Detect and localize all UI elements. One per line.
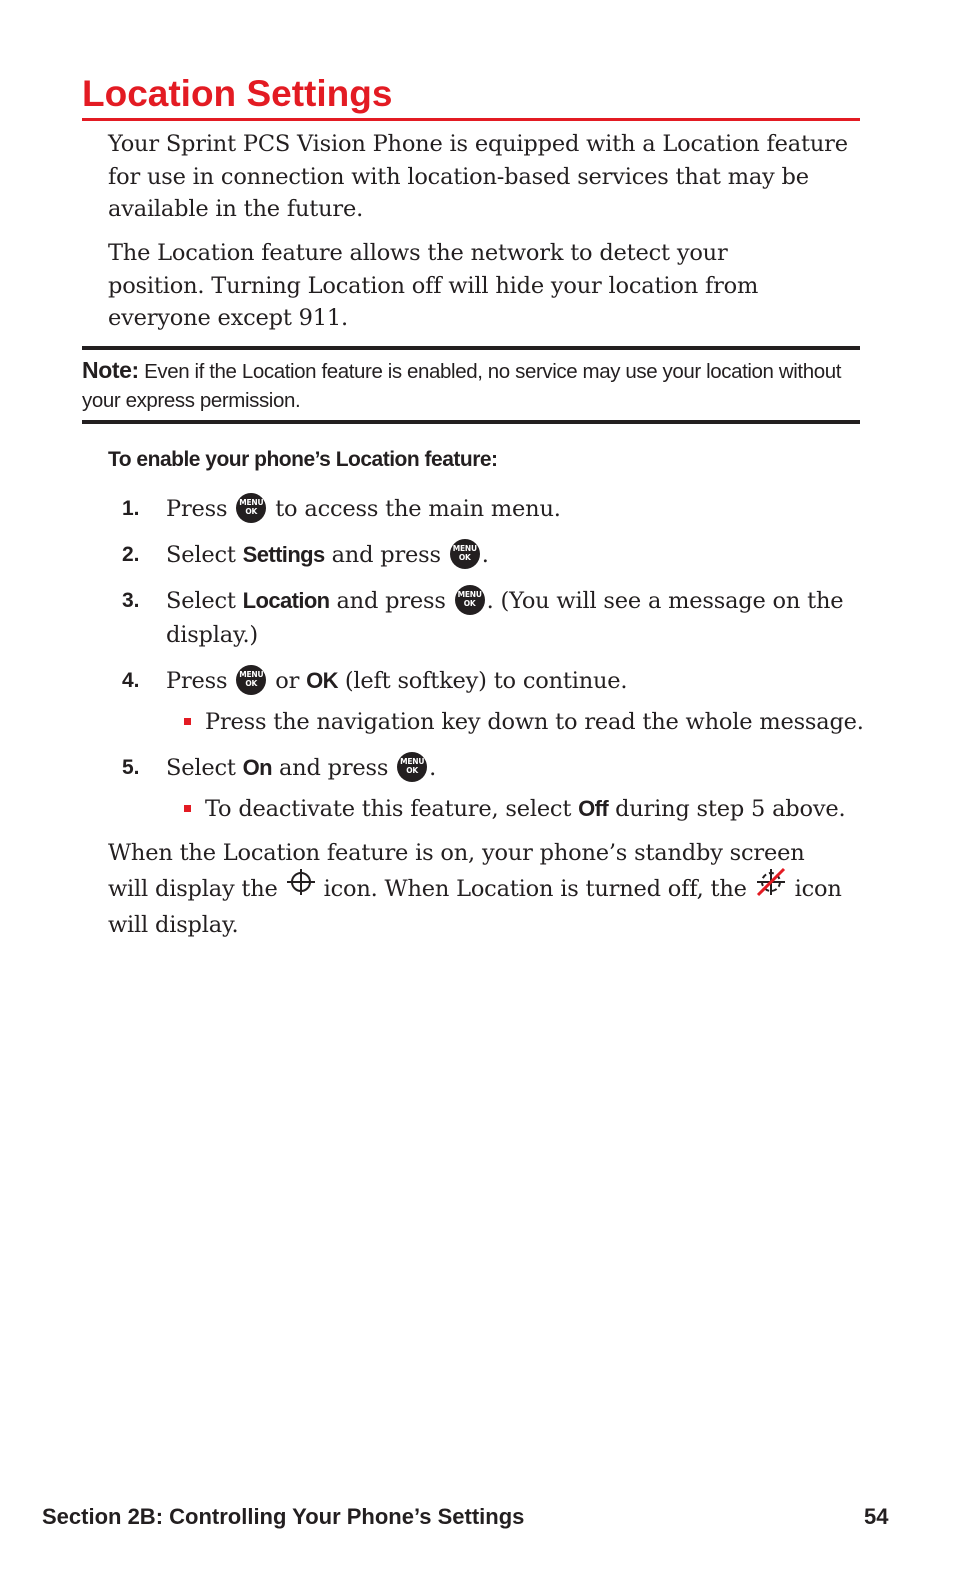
step-text: and press [278, 755, 389, 781]
step-text: Select [166, 542, 236, 568]
bullet-text: To deactivate this feature, select [205, 796, 572, 822]
page-title: Location Settings [82, 72, 860, 121]
step-number: 3. [122, 589, 140, 612]
bullet-item [184, 793, 864, 825]
closing-text: When the Location feature is on, your phone’s standby screen will display the [108, 840, 805, 902]
menu-ok-key-icon: MENU OK [236, 493, 266, 523]
menu-ok-key-icon: MENU OK [397, 752, 427, 782]
menu-option-on: On [242, 755, 272, 780]
menu-ok-key-icon: MENU OK [450, 539, 480, 569]
menu-ok-key-icon: MENU OK [236, 665, 266, 695]
step-text: Press [166, 668, 228, 694]
menu-option-off: Off [578, 796, 609, 821]
step-text: and press [331, 542, 441, 568]
bullet-text: during step 5 above. [615, 796, 846, 822]
menu-ok-key-icon: MENU OK [455, 585, 485, 615]
step-text: Select [166, 588, 236, 614]
step-text: . [429, 755, 437, 781]
bullet-marker [184, 805, 191, 812]
bullet-marker [184, 718, 191, 725]
intro-paragraph-1: Your Sprint PCS Vision Phone is equipped with a Location feature for use in connection with location-based services that may be available in the future. [108, 131, 848, 222]
step-number: 1. [122, 497, 140, 520]
intro-paragraph-2: The Location feature allows the network to detect your position. Turning Location off will hide your location from everyone except 911. [108, 240, 759, 331]
step-text: . [481, 542, 489, 568]
footer-section-title: Section 2B: Controlling Your Phone’s Settings [42, 1504, 525, 1529]
location-off-icon [754, 867, 788, 907]
step-text: to access the main menu. [275, 496, 561, 522]
menu-option-location: Location [242, 588, 330, 613]
step-number: 2. [122, 543, 140, 566]
note-label: Note: [82, 357, 139, 383]
location-on-icon [285, 868, 317, 906]
procedure-heading: To enable your phone’s Location feature: [108, 448, 498, 471]
bullet-item [184, 706, 864, 738]
closing-text: icon. When Location is turned off, the [323, 875, 747, 902]
note-text-block [82, 356, 860, 415]
step-text: or [275, 668, 300, 694]
closing-paragraph [108, 837, 843, 942]
menu-option-settings: Settings [242, 542, 325, 567]
page-number: 54 [864, 1504, 889, 1529]
step-number: 4. [122, 669, 140, 692]
bullet-text: Press the navigation key down to read the whole message. [205, 709, 864, 735]
note-text: Even if the Location feature is enabled, no service may use your location without your express permission. [82, 360, 841, 412]
step-text: . (You will see a message on the display.) [166, 588, 844, 648]
softkey-ok: OK [306, 668, 338, 693]
step-text: Select [166, 755, 236, 781]
step-text: and press [336, 588, 446, 614]
closing-text: icon will display. [108, 875, 842, 938]
note-box [82, 346, 860, 424]
step-text: (left softkey) to continue. [344, 668, 628, 694]
step-number: 5. [122, 756, 140, 779]
step-text: Press [166, 496, 228, 522]
